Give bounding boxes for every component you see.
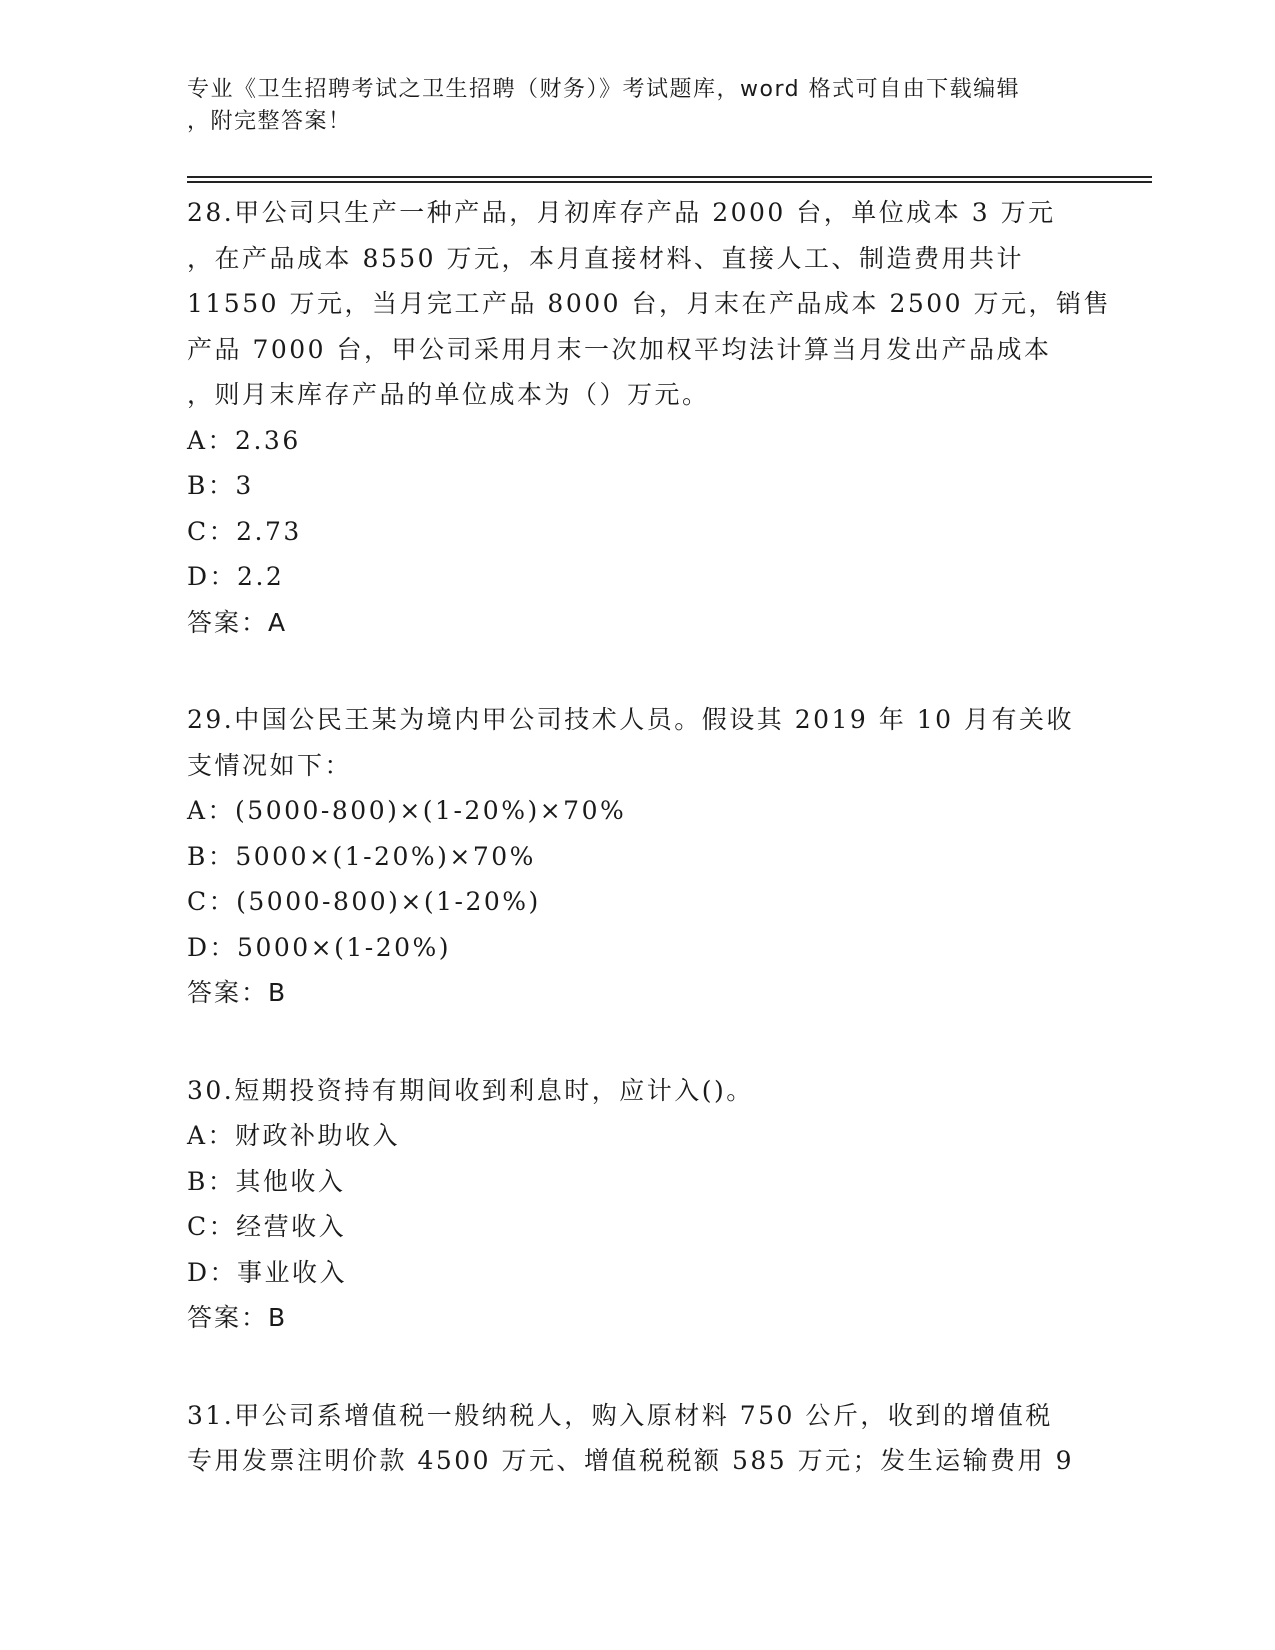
question-stem-line: ，则月末库存产品的单位成本为（）万元。 [187,380,710,409]
question-stem-line: 11550 万元，当月完工产品 8000 台，月末在产品成本 2500 万元，销售 [187,289,1112,318]
question-stem-line: 29.中国公民王某为境内甲公司技术人员。假设其 2019 年 10 月有关收 [187,705,1074,734]
header-line-2: ，附完整答案！ [187,109,352,134]
header-divider-top [187,176,1152,178]
question-31 [187,1393,1087,1484]
answer-label: 答案：A [187,607,288,637]
question-stem-line: 支情况如下： [187,750,353,780]
question-list [187,190,1112,1536]
answer-label: 答案：B [187,978,288,1007]
option-c: C：经营收入 [187,1212,347,1241]
question-stem-line: 30.短期投资持有期间收到利息时，应计入()。 [187,1075,754,1105]
option-d: D：2.2 [187,562,285,591]
option-b: B：5000×(1-20%)×70% [187,841,536,871]
question-30 [187,1068,1087,1341]
option-c: C：(5000-800)×(1-20%) [187,887,541,916]
question-stem-line: ，在产品成本 8550 万元，本月直接材料、直接人工、制造费用共计 [187,243,1025,273]
option-d: D：事业收入 [187,1257,348,1287]
question-stem-line: 28.甲公司只生产一种产品，月初库存产品 2000 台，单位成本 3 万元 [187,198,1056,227]
option-a: A：2.36 [187,425,301,455]
question-28 [187,190,1112,645]
option-b: B：其他收入 [187,1166,346,1196]
option-d: D：5000×(1-20%) [187,932,452,962]
question-stem-line: 专用发票注明价款 4500 万元、增值税税额 585 万元；发生运输费用 9 [187,1446,1074,1475]
header-divider-bottom [187,181,1152,183]
question-29 [187,697,1087,1016]
option-a: A：财政补助收入 [187,1121,401,1150]
header-line-1: 专业《卫生招聘考试之卫生招聘（财务）》考试题库，word 格式可自由下载编辑 [187,77,1021,102]
option-a: A：(5000-800)×(1-20%)×70% [187,796,627,825]
option-c: C：2.73 [187,516,302,546]
option-b: B：3 [187,471,254,500]
answer-label: 答案：B [187,1303,288,1332]
document-header [187,74,1067,138]
question-stem-line: 产品 7000 台，甲公司采用月末一次加权平均法计算当月发出产品成本 [187,334,1052,364]
question-stem-line: 31.甲公司系增值税一般纳税人，购入原材料 750 公斤，收到的增值税 [187,1400,1053,1430]
